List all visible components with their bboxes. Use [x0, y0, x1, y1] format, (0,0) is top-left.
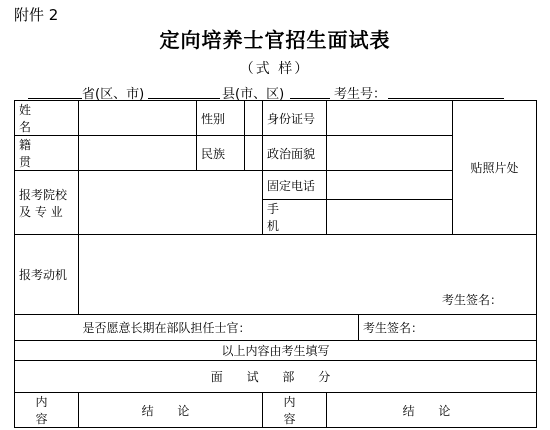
province-blank[interactable] — [28, 98, 82, 99]
id-number-field[interactable] — [327, 101, 453, 136]
name-field[interactable] — [79, 101, 197, 136]
native-place-field[interactable] — [79, 136, 197, 171]
page-title: 定向培养士官招生面试表 — [159, 28, 391, 52]
mobile-field[interactable] — [327, 200, 453, 235]
county-tail-blank[interactable] — [290, 98, 330, 99]
county-label: 县(市、区) — [222, 87, 285, 102]
interview-form-table — [14, 100, 537, 428]
interview-section-heading: 面 试 部 分 — [15, 361, 537, 393]
exam-number-blank[interactable] — [388, 98, 504, 99]
content-header-2: 内 容 — [263, 393, 327, 428]
name-label: 姓 名 — [15, 101, 79, 136]
willing-spacer — [15, 315, 79, 341]
province-label: 省(区、市) — [82, 87, 145, 102]
filled-by-note: 以上内容由考生填写 — [15, 341, 537, 361]
page-subtitle: （式 样） — [239, 61, 311, 77]
motivation-label: 报考动机 — [15, 235, 79, 315]
signature-label-2[interactable]: 考生签名： — [359, 315, 537, 341]
conclusion-header-2: 结 论 — [327, 393, 537, 428]
mobile-label: 手 机 — [263, 200, 327, 235]
exam-number-label: 考生号： — [334, 87, 387, 102]
id-number-label: 身份证号 — [263, 101, 327, 136]
attachment-label: 附件 2 — [14, 6, 59, 24]
conclusion-header-1: 结 论 — [79, 393, 263, 428]
political-status-label: 政治面貌 — [263, 136, 327, 171]
landline-field[interactable] — [327, 171, 453, 200]
signature-label-1: 考生签名： — [441, 293, 502, 307]
county-blank[interactable] — [148, 98, 220, 99]
native-place-label: 籍 贯 — [15, 136, 79, 171]
motivation-field[interactable] — [79, 235, 537, 315]
ethnicity-label: 民族 — [197, 136, 245, 171]
willing-question: 是否愿意长期在部队担任士官： — [79, 315, 359, 341]
content-header-1: 内 容 — [15, 393, 79, 428]
political-status-field[interactable] — [327, 136, 453, 171]
ethnicity-field[interactable] — [245, 136, 263, 171]
school-major-label — [15, 171, 79, 235]
gender-field[interactable] — [245, 101, 263, 136]
school-major-line-2: 及 专 业 — [19, 204, 63, 219]
gender-label: 性别 — [197, 101, 245, 136]
school-major-field[interactable] — [79, 171, 263, 235]
school-major-line-1: 报考院校 — [19, 187, 68, 202]
photo-area[interactable]: 贴照片处 — [453, 101, 537, 235]
landline-label: 固定电话 — [263, 171, 327, 200]
